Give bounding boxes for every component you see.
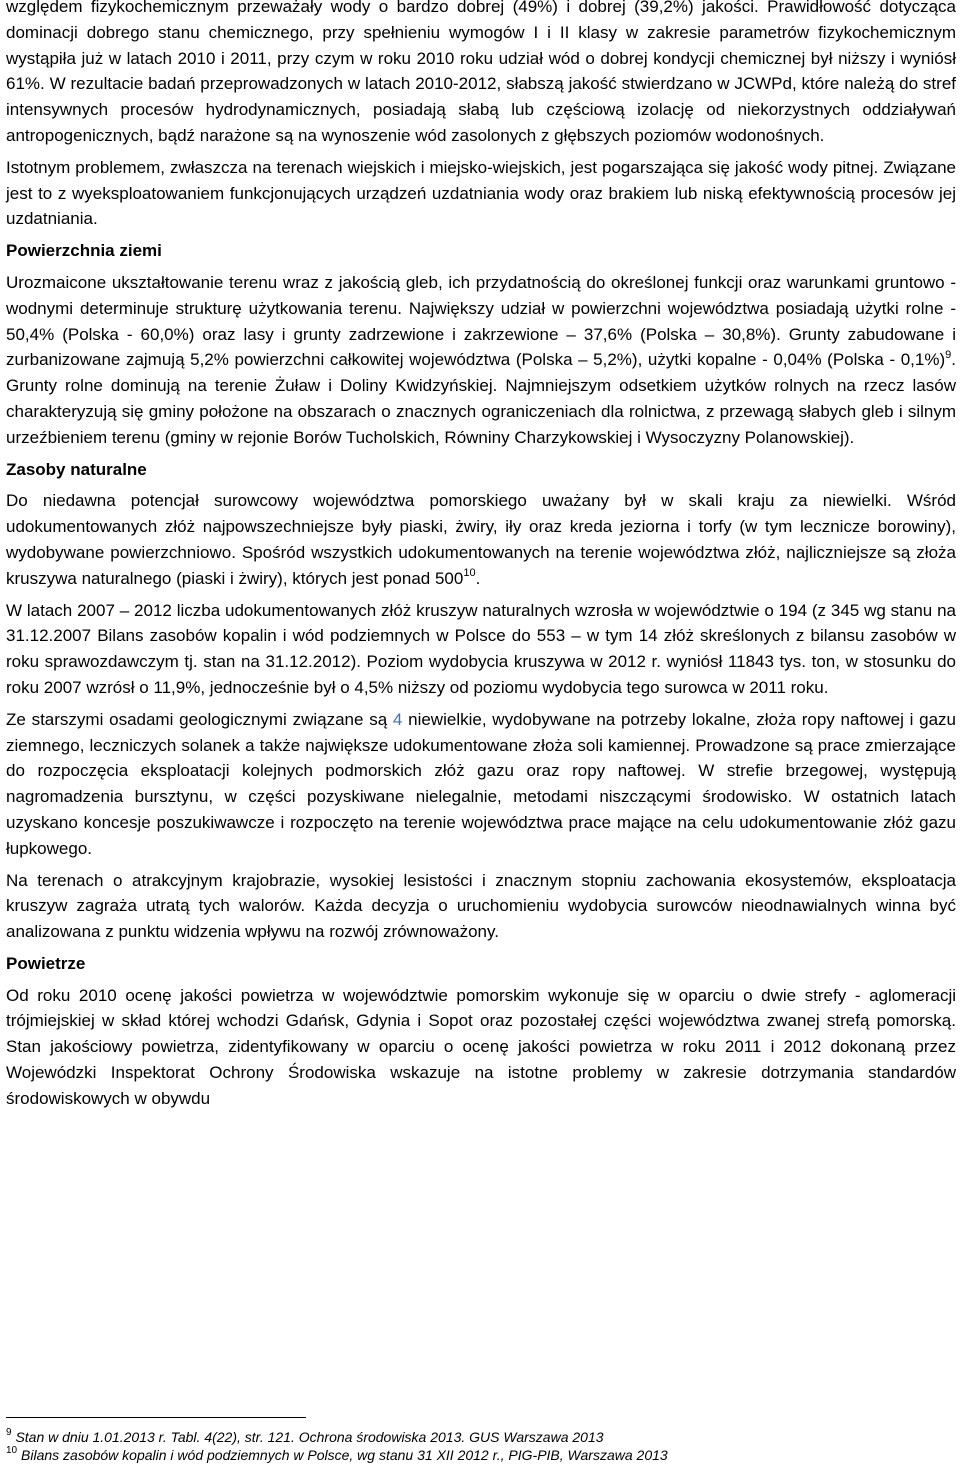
paragraph: Istotnym problemem, zwłaszcza na terenach wiejskich i miejsko-wiejskich, jest pogarszająca się jakość wody pitnej. Związane jest to z wyeksploatowaniem funkcjonujących urządzeń uzdatniania wody oraz brakiem lub niską efektywnością procesów jej uzdatniania. [6,157,956,229]
highlighted-number: 4 [392,709,403,729]
footnote-text: Bilans zasobów kopalin i wód podziemnych w Polsce, wg stanu 31 XII 2012 r., PIG-PIB, Warszawa 2013 [17,1447,668,1463]
document-page [6,0,956,1118]
footnote-number: 10 [6,1445,18,1457]
footnote-ref-10[interactable]: 10 [463,567,476,580]
paragraph-text: . Grunty rolne dominują na terenie Żuław i Doliny Kwidzyńskiej. Najmniejszym odsetkiem użytków rolnych na rzecz lasów charakteryzują się gminy położone na obszarach o znacznych ograniczeniach dla rolnictwa, z przewagą słabych gleb i silnym urzeźbieniem terenu (gminy w rejonie Borów Tucholskich, Równiny Charzykowskiej i Wysoczyzny Polanowskiej). [6,350,956,447]
footnote-text: Stan w dniu 1.01.2013 r. Tabl. 4(22), str. 121. Ochrona środowiska 2013. GUS Warszawa 2013 [11,1429,604,1445]
section-heading-surface: Powierzchnia ziemi [6,241,162,261]
paragraph [6,488,956,591]
paragraph-text: Do niedawna potencjał surowcowy województwa pomorskiego uważany był w skali kraju za niewielki. Wśród udokumentowanych złóż najpowszechniejsze były piaski, żwiry, iły oraz kreda jeziorna i torfy (w tym lecznicze borowiny), wydobywane powierzchniowo. Spośród wszystkich udokumentowanych na terenie województwa złóż, najliczniejsze są złoża kruszywa naturalnego (piaski i żwiry), których jest ponad 500 [6,491,956,588]
footnote-10 [6,1446,956,1464]
paragraph: Od roku 2010 ocenę jakości powietrza w województwie pomorskim wykonuje się w oparciu o dwie strefy - aglomeracji trójmiejskiej w skład której wchodzi Gdańsk, Gdynia i Sopot oraz pozostałej części województwa zwanej strefą pomorską. Stan jakościowy powietrza, zidentyfikowany w oparciu o ocenę jakości powietrza w roku 2011 i 2012 dokonaną przez Wojewódzki Inspektorat Ochrony Środowiska wskazuje na istotne problemy w zakresie dotrzymania standardów środowiskowych w obywdu [6,985,956,1108]
paragraph-text: . [475,568,481,588]
section-heading-resources: Zasoby naturalne [6,459,147,479]
paragraph-text: Ze starszymi osadami geologicznymi związane są [6,709,393,729]
paragraph [6,270,956,451]
footnote-9 [6,1428,956,1446]
footnotes [6,1417,956,1464]
paragraph: względem fizykochemicznym przeważały wody o bardzo dobrej (49%) i dobrej (39,2%) jakości. Prawidłowość dotycząca dominacji dobrego stanu chemicznego, przy spełnieniu wymogów I i II klasy w zakresie parametrów fizykochemicznym wystąpiła już w latach 2010 i 2011, przy czym w roku 2010 roku udział wód o dobrej kondycji chemicznej był niższy i wyniósł 61%. W rezultacie badań przeprowadzonych w latach 2010-2012, słabszą jakość stwierdzano w JCWPd, które należą do stref intensywnych procesów hydrodynamicznych, posiadają słabą lub częściową izolację od niekorzystnych oddziaływań antropogenicznych, bądź narażone są na wynoszenie wód zasolonych z głębszych poziomów wodonośnych. [6,0,956,145]
paragraph-text: niewielkie, wydobywane na potrzeby lokalne, złoża ropy naftowej i gazu ziemnego, leczniczych solanek a także największe udokumentowane złoża soli kamiennej. Prowadzone są prace zmierzające do rozpoczęcia eksploatacji kolejnych podmorskich złóż gazu oraz ropy naftowej. W strefie brzegowej, występują nagromadzenia bursztynu, w części pozyskiwane nielegalnie, metodami niszczącymi środowisko. W ostatnich latach uzyskano koncesje poszukiwawcze i rozpoczęto na terenie województwa prace mające na celu udokumentowanie złóż gazu łupkowego. [6,709,956,858]
section-heading-air: Powietrze [6,953,86,973]
paragraph-text: Urozmaicone ukształtowanie terenu wraz z jakością gleb, ich przydatnością do określonej funkcji oraz warunkami gruntowo - wodnymi determinuje strukturę użytkowania terenu. Największy udział w powierzchni województwa posiadają użytki rolne - 50,4% (Polska - 60,0%) oraz lasy i grunty zadrzewione i zakrzewione – 37,6% (Polska – 30,8%). Grunty zabudowane i zurbanizowane zajmują 5,2% powierzchni całkowitej województwa (Polska – 5,2%), użytki kopalne - 0,04% (Polska - 0,1%) [6,272,956,370]
paragraph: Na terenach o atrakcyjnym krajobrazie, wysokiej lesistości i znacznym stopniu zachowania ekosystemów, eksploatacja kruszyw zagraża utratą tych walorów. Każda decyzja o uruchomieniu wydobycia surowców nieodnawialnych winna być analizowana z punktu widzenia wpływu na rozwój zrównoważony. [6,870,956,942]
paragraph [6,707,956,862]
footnote-number: 9 [6,1427,12,1439]
footnote-ref-9[interactable]: 9 [945,348,952,361]
paragraph: W latach 2007 – 2012 liczba udokumentowanych złóż kruszyw naturalnych wzrosła w województwie o 194 (z 345 wg stanu na 31.12.2007 Bilans zasobów kopalin i wód podziemnych w Polsce do 553 – w tym 14 złóż skreślonych z bilansu zasobów w roku sprawozdawczym tj. stan na 31.12.2012). Poziom wydobycia kruszywa w 2012 r. wyniósł 11843 tys. ton, w stosunku do roku 2007 wzrósł o 11,9%, jednocześnie był o 4,5% niższy od poziomu wydobycia tego surowca w 2011 roku. [6,600,956,697]
footnote-divider [6,1417,306,1418]
